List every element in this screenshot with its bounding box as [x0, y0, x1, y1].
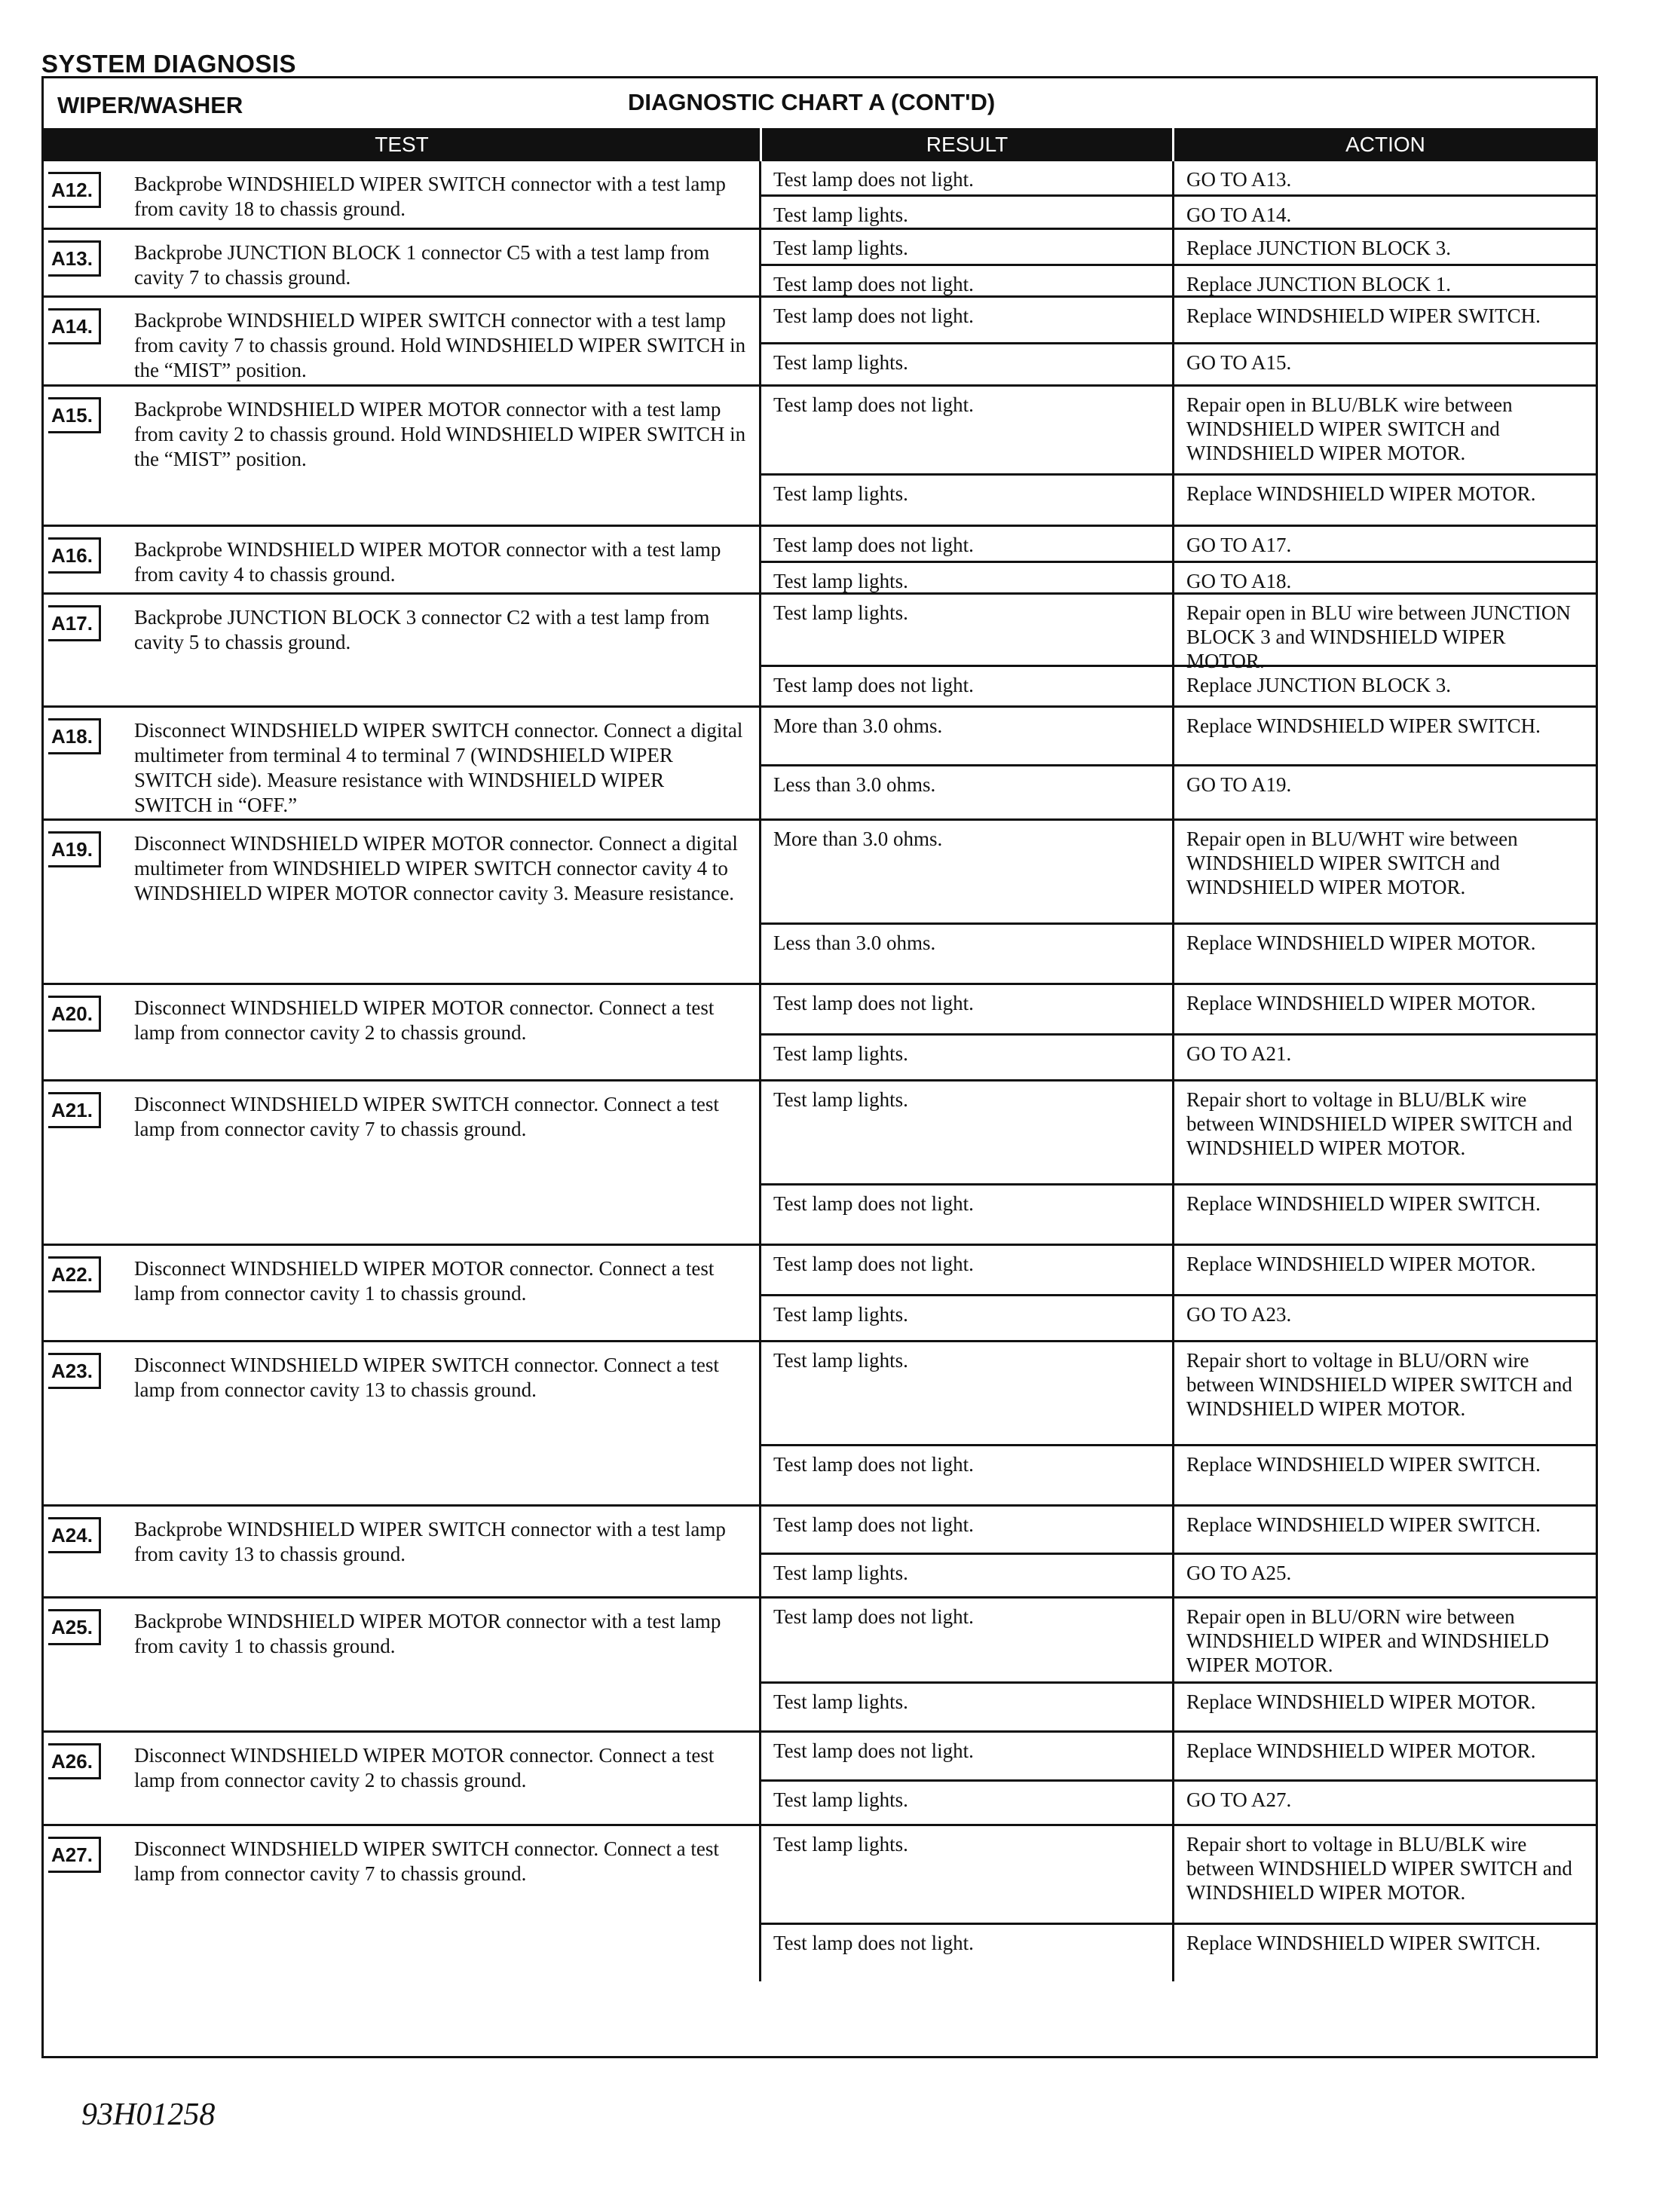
action-cell: Repair short to voltage in BLU/BLK wire between WINDSHIELD WIPER SWITCH and WINDSHIELD WIPER MOTOR.: [1186, 1088, 1572, 1159]
test-instruction: Backprobe WINDSHIELD WIPER MOTOR connector with a test lamp from cavity 4 to chassis ground.: [134, 538, 721, 586]
section-title: SYSTEM DIAGNOSIS: [41, 50, 297, 78]
result-cell: Test lamp lights.: [761, 1033, 1174, 1082]
test-cell: [44, 708, 761, 821]
result-cell: Test lamp lights.: [761, 1779, 1174, 1826]
step-number: A20.: [48, 996, 101, 1032]
action-cell: Replace WINDSHIELD WIPER SWITCH.: [1186, 304, 1541, 327]
result-cell: Test lamp does not light.: [761, 1246, 1174, 1294]
result-cell: Less than 3.0 ohms.: [761, 764, 1174, 821]
chart-title: DIAGNOSTIC CHART A (CONT'D): [628, 89, 996, 115]
diagnostic-step: [44, 1244, 1596, 1340]
result-cell: Test lamp lights.: [761, 1681, 1174, 1733]
action-cell: Repair open in BLU/ORN wire between WINDSHIELD WIPER and WINDSHIELD WIPER MOTOR.: [1186, 1605, 1550, 1676]
test-instruction: Backprobe JUNCTION BLOCK 3 connector C2 with a test lamp from cavity 5 to chassis ground.: [134, 606, 710, 653]
action-cell: GO TO A13.: [1186, 168, 1292, 191]
test-cell: [44, 1826, 761, 1981]
test-instruction: Disconnect WINDSHIELD WIPER SWITCH connector. Connect a test lamp from connector cavity 7 to chassis ground.: [134, 1837, 719, 1885]
diagnostic-step: [44, 1730, 1596, 1824]
result-cell: Test lamp does not light.: [761, 161, 1174, 194]
step-number: A14.: [48, 308, 101, 344]
step-number: A16.: [48, 537, 101, 574]
test-instruction: Backprobe JUNCTION BLOCK 1 connector C5 with a test lamp from cavity 7 to chassis ground.: [134, 241, 710, 289]
test-instruction: Disconnect WINDSHIELD WIPER MOTOR connector. Connect a digital multimeter from WINDSHIELD WIPER SWITCH connector cavity 4 to WINDSHIELD WIPER MOTOR connector cavity 3. Measure resistance.: [134, 832, 738, 904]
step-number: A22.: [48, 1256, 101, 1293]
test-instruction: Backprobe WINDSHIELD WIPER SWITCH connector with a test lamp from cavity 7 to chassis ground. Hold WINDSHIELD WIPER SWITCH in the “MIST” position.: [134, 309, 746, 381]
result-cell: Test lamp does not light.: [761, 264, 1174, 298]
action-cell: Replace WINDSHIELD WIPER SWITCH.: [1174, 1183, 1596, 1246]
test-cell: [44, 1342, 761, 1507]
result-cell: Test lamp lights.: [761, 1826, 1174, 1923]
test-instruction: Disconnect WINDSHIELD WIPER SWITCH connector. Connect a test lamp from connector cavity 13 to chassis ground.: [134, 1354, 719, 1401]
test-instruction: Backprobe WINDSHIELD WIPER MOTOR connector with a test lamp from cavity 1 to chassis ground.: [134, 1610, 721, 1657]
result-cell: Test lamp does not light.: [761, 1599, 1174, 1681]
step-number: A23.: [48, 1353, 101, 1389]
test-instruction: Disconnect WINDSHIELD WIPER SWITCH connector. Connect a digital multimeter from terminal 4 to terminal 7 (WINDSHIELD WIPER SWITCH side). Measure resistance with WINDSHIELD WIPER SWITCH in “OFF.”: [134, 719, 743, 816]
test-cell: [44, 1733, 761, 1826]
result-cell: Test lamp does not light.: [761, 387, 1174, 473]
action-cell: Repair short to voltage in BLU/BLK wire between WINDSHIELD WIPER SWITCH and WINDSHIELD WIPER MOTOR.: [1186, 1833, 1572, 1904]
test-instruction: Disconnect WINDSHIELD WIPER MOTOR connector. Connect a test lamp from connector cavity 2 to chassis ground.: [134, 996, 715, 1044]
column-header-test: TEST: [375, 133, 429, 156]
result-cell: Test lamp lights.: [761, 1082, 1174, 1183]
action-cell: GO TO A14.: [1174, 194, 1596, 228]
result-cell: Test lamp lights.: [761, 194, 1174, 228]
action-cell: Replace WINDSHIELD WIPER SWITCH.: [1186, 714, 1541, 737]
step-number: A17.: [48, 605, 101, 641]
result-cell: More than 3.0 ohms.: [761, 708, 1174, 764]
result-cell: Test lamp lights.: [761, 342, 1174, 387]
step-number: A21.: [48, 1092, 101, 1128]
test-cell: [44, 1082, 761, 1246]
action-cell: GO TO A27.: [1174, 1779, 1596, 1826]
diagnostic-step: [44, 384, 1596, 525]
result-cell: Test lamp lights.: [761, 561, 1174, 595]
column-header-row: [44, 128, 1596, 161]
action-cell: Replace JUNCTION BLOCK 3.: [1174, 665, 1596, 708]
result-cell: Test lamp lights.: [761, 473, 1174, 527]
diagnostic-step: [44, 1079, 1596, 1244]
test-cell: [44, 1246, 761, 1342]
action-cell: Repair open in BLU/WHT wire between WINDSHIELD WIPER SWITCH and WINDSHIELD WIPER MOTOR.: [1186, 828, 1518, 898]
result-cell: Test lamp lights.: [761, 1294, 1174, 1342]
result-cell: Test lamp lights.: [761, 230, 1174, 264]
diagnostic-step: [44, 1504, 1596, 1596]
test-cell: [44, 821, 761, 985]
diagnostic-step: [44, 983, 1596, 1079]
diagnostic-step: [44, 228, 1596, 295]
result-cell: Test lamp does not light.: [761, 1183, 1174, 1246]
diagnostic-chart: [41, 76, 1598, 2058]
chart-rows: [44, 161, 1596, 1979]
action-cell: Replace WINDSHIELD WIPER MOTOR.: [1174, 1681, 1596, 1733]
diagnostic-step: [44, 161, 1596, 228]
action-cell: GO TO A18.: [1174, 561, 1596, 595]
action-cell: Replace WINDSHIELD WIPER MOTOR.: [1186, 1253, 1536, 1275]
column-header-result: RESULT: [926, 133, 1009, 156]
diagnostic-step: [44, 818, 1596, 983]
action-cell: Replace JUNCTION BLOCK 1.: [1174, 264, 1596, 298]
action-cell: Repair open in BLU wire between JUNCTION BLOCK 3 and WINDSHIELD WIPER MOTOR.: [1186, 601, 1571, 672]
action-cell: GO TO A17.: [1186, 534, 1292, 556]
action-cell: Replace WINDSHIELD WIPER MOTOR.: [1174, 473, 1596, 527]
result-cell: Test lamp does not light.: [761, 298, 1174, 342]
step-number: A27.: [48, 1837, 101, 1873]
action-cell: Replace WINDSHIELD WIPER SWITCH.: [1186, 1513, 1541, 1536]
action-cell: Replace WINDSHIELD WIPER SWITCH.: [1174, 1444, 1596, 1507]
figure-id: 93H01258: [81, 2097, 216, 2132]
diagnostic-step: [44, 1824, 1596, 1979]
action-cell: GO TO A23.: [1174, 1294, 1596, 1342]
result-cell: Test lamp does not light.: [761, 527, 1174, 561]
action-cell: GO TO A15.: [1174, 342, 1596, 387]
result-cell: Test lamp does not light.: [761, 985, 1174, 1033]
test-cell: [44, 595, 761, 708]
column-header-action: ACTION: [1345, 133, 1425, 156]
diagnostic-step: [44, 705, 1596, 818]
result-cell: Test lamp does not light.: [761, 1733, 1174, 1779]
action-cell: Replace JUNCTION BLOCK 3.: [1186, 237, 1451, 259]
action-cell: Replace WINDSHIELD WIPER MOTOR.: [1186, 1739, 1536, 1762]
step-number: A15.: [48, 397, 101, 433]
action-cell: GO TO A25.: [1174, 1553, 1596, 1599]
action-cell: GO TO A21.: [1174, 1033, 1596, 1082]
test-cell: [44, 1599, 761, 1733]
step-number: A12.: [48, 172, 101, 208]
result-cell: Test lamp lights.: [761, 1342, 1174, 1444]
result-cell: Test lamp lights.: [761, 1553, 1174, 1599]
result-cell: Test lamp does not light.: [761, 665, 1174, 708]
test-cell: [44, 527, 761, 595]
test-cell: [44, 230, 761, 298]
action-cell: Replace WINDSHIELD WIPER SWITCH.: [1174, 1923, 1596, 1981]
diagnostic-step: [44, 592, 1596, 705]
step-number: A26.: [48, 1743, 101, 1779]
test-instruction: Disconnect WINDSHIELD WIPER SWITCH connector. Connect a test lamp from connector cavity 7 to chassis ground.: [134, 1093, 719, 1140]
test-cell: [44, 298, 761, 387]
test-instruction: Disconnect WINDSHIELD WIPER MOTOR connector. Connect a test lamp from connector cavity 1 to chassis ground.: [134, 1257, 715, 1305]
action-cell: Replace WINDSHIELD WIPER MOTOR.: [1174, 922, 1596, 985]
result-cell: Test lamp lights.: [761, 595, 1174, 665]
step-number: A24.: [48, 1517, 101, 1553]
column-divider: [760, 128, 762, 161]
test-instruction: Backprobe WINDSHIELD WIPER SWITCH connector with a test lamp from cavity 18 to chassis ground.: [134, 173, 726, 220]
result-cell: Test lamp does not light.: [761, 1507, 1174, 1553]
step-number: A13.: [48, 240, 101, 277]
result-cell: Test lamp does not light.: [761, 1444, 1174, 1507]
action-cell: Repair short to voltage in BLU/ORN wire between WINDSHIELD WIPER SWITCH and WINDSHIELD WIPER MOTOR.: [1186, 1349, 1572, 1420]
test-instruction: Backprobe WINDSHIELD WIPER MOTOR connector with a test lamp from cavity 2 to chassis ground. Hold WINDSHIELD WIPER SWITCH in the “MIST” position.: [134, 398, 746, 470]
result-cell: Test lamp does not light.: [761, 1923, 1174, 1981]
action-cell: Repair open in BLU/BLK wire between WINDSHIELD WIPER SWITCH and WINDSHIELD WIPER MOTOR.: [1186, 393, 1513, 464]
action-cell: Replace WINDSHIELD WIPER MOTOR.: [1186, 992, 1536, 1014]
test-cell: [44, 387, 761, 527]
result-cell: Less than 3.0 ohms.: [761, 922, 1174, 985]
diagnostic-step: [44, 295, 1596, 384]
chart-header: [44, 78, 1596, 128]
chart-system-label: WIPER/WASHER: [57, 92, 243, 118]
test-cell: [44, 1507, 761, 1599]
diagnostic-step: [44, 1340, 1596, 1504]
step-number: A18.: [48, 718, 101, 754]
step-number: A19.: [48, 831, 101, 867]
test-cell: [44, 161, 761, 228]
test-cell: [44, 985, 761, 1082]
diagnostic-step: [44, 525, 1596, 592]
test-instruction: Backprobe WINDSHIELD WIPER SWITCH connector with a test lamp from cavity 13 to chassis ground.: [134, 1518, 726, 1565]
result-cell: More than 3.0 ohms.: [761, 821, 1174, 922]
test-instruction: Disconnect WINDSHIELD WIPER MOTOR connector. Connect a test lamp from connector cavity 2 to chassis ground.: [134, 1744, 715, 1791]
action-cell: GO TO A19.: [1174, 764, 1596, 821]
step-number: A25.: [48, 1609, 101, 1645]
diagnostic-step: [44, 1596, 1596, 1730]
